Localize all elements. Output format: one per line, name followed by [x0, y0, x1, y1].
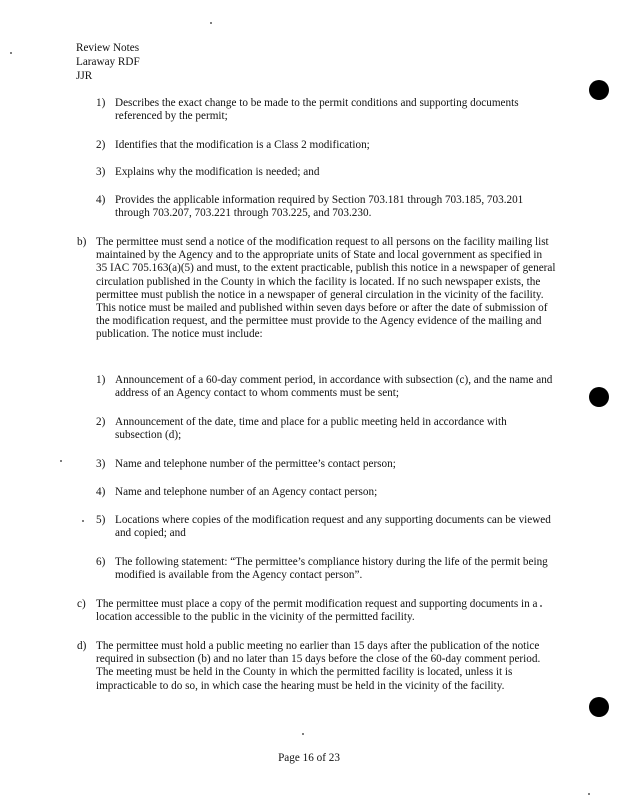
scan-speck	[540, 605, 542, 607]
header-line-facility: Laraway RDF	[76, 56, 140, 68]
list-item-number: 2)	[96, 416, 106, 428]
scan-speck	[588, 793, 590, 795]
list-item-text: The following statement: “The permittee’s compliance history during the life of the permit being modified is available from the Agency contact person”.	[115, 556, 548, 582]
scan-speck	[10, 52, 12, 54]
list-item-text: Provides the applicable information required by Section 703.181 through 703.185, 703.201 through 703.207, 703.221 through 703.225, and 703.230.	[115, 194, 524, 220]
list-item-number: 6)	[96, 556, 106, 568]
paragraph-label: d)	[77, 640, 87, 652]
punch-hole-bottom	[589, 697, 609, 717]
list-item-text: Name and telephone number of the permittee’s contact person;	[115, 458, 396, 470]
punch-hole-top	[589, 80, 609, 100]
list-item-number: 4)	[96, 194, 106, 206]
list-item-number: 1)	[96, 374, 106, 386]
list-item-text: Name and telephone number of an Agency contact person;	[115, 486, 378, 498]
scan-speck	[82, 520, 84, 522]
list-item-text: Locations where copies of the modification request and any supporting documents can be viewed and copied; and	[115, 514, 551, 540]
paragraph-text: The permittee must place a copy of the permit modification request and supporting documents in a location accessible to the public in the vicinity of the permitted facility.	[96, 598, 538, 624]
list-item-number: 4)	[96, 486, 106, 498]
paragraph-label: c)	[77, 598, 86, 610]
list-item-text: Announcement of a 60-day comment period, in accordance with subsection (c), and the name and address of an Agency contact to whom comments must be sent;	[115, 374, 553, 400]
scan-speck	[302, 733, 304, 735]
punch-hole-middle	[589, 387, 609, 407]
list-item-number: 5)	[96, 514, 106, 526]
list-item-number: 3)	[96, 458, 106, 470]
paragraph-label: b)	[77, 236, 87, 248]
list-item-text: Announcement of the date, time and place for a public meeting held in accordance with subsection (d);	[115, 416, 507, 442]
document-header	[76, 42, 140, 84]
scan-speck	[60, 460, 62, 462]
list-item-text: Describes the exact change to be made to the permit conditions and supporting documents referenced by the permit;	[115, 97, 519, 123]
paragraph-text: The permittee must send a notice of the modification request to all persons on the facility mailing list maintained by the Agency and to the appropriate units of State and local government as specified in 35 IAC 705.163(a)(5) and must, to the extent practicable, publish this notice in a newspaper of general circulation published in the County in which the facility is located. If no such newspaper exists, the permittee must publish the notice in a newspaper of general circulation in the vicinity of the facility. This notice must be mailed and published within seven days before or after the date of submission of the modification request, and the permittee must provide to the Agency evidence of the mailing and publication. The notice must include:	[96, 236, 556, 341]
header-line-initials: JJR	[76, 70, 93, 82]
list-item-text: Explains why the modification is needed; and	[115, 166, 320, 178]
scan-speck	[210, 22, 212, 24]
paragraph-text: The permittee must hold a public meeting no earlier than 15 days after the publication of the notice required in subsection (b) and no later than 15 days before the close of the 60-day comment period. The meeting must be held in the County in which the permitted facility is located, unless it is impracticable to do so, in which case the hearing must be held in the vicinity of the facility.	[96, 640, 541, 692]
list-item-number: 2)	[96, 139, 106, 151]
page-number: Page 16 of 23	[278, 752, 340, 764]
header-line-title: Review Notes	[76, 42, 140, 54]
list-item-number: 3)	[96, 166, 106, 178]
list-item-number: 1)	[96, 97, 106, 109]
list-item-text: Identifies that the modification is a Class 2 modification;	[115, 139, 370, 151]
